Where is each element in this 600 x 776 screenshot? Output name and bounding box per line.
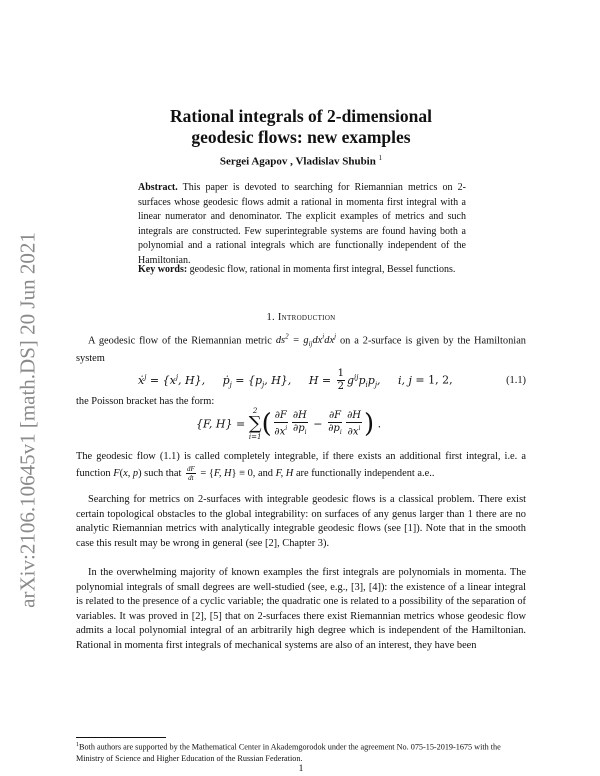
keywords-label: Key words: — [138, 264, 188, 275]
para3-text-d: are functionally independent a.e.. — [295, 467, 435, 479]
keywords — [138, 263, 466, 278]
author-list — [76, 154, 526, 168]
metric-formula: $ds^2 = g_{ij}dx^idx^j$ — [275, 333, 337, 349]
equation-number: (1.1) — [506, 375, 526, 386]
page-number: 1 — [298, 764, 304, 774]
authors-text: Sergei Agapov , Vladislav Shubin — [219, 155, 376, 168]
paragraph-5: In the overwhelming majority of known examples the first integrals are polynomials in momenta. The polynomial integrals of small degrees are well-studied (see, e.g., [3], [4]): the existence of a linear integral is related to the presence of a cyclic variable; the quadratic one is related to a possibility of the separation of variables. It was proved in [2], [5] that on 2-surfaces there exist Riemannian metrics whose geodesic flow admits a local polynomial integral of an arbitrarily high degree which is independent of the Hamiltonian. Rational in momenta first integrals of mechanical systems are also of an interest, they have been — [76, 567, 526, 651]
section-number: 1. — [266, 312, 275, 323]
abstract-text: This paper is devoted to searching for Riemannian metrics on 2-surfaces whose geodesic flows admit a rational in momenta first integral with a linear numerator and denominator. The explicit examples of metrics and such integrals are constructed. Few superintegrable systems are found having both a polynomial and a rational integrals which are functionally independent of the Hamiltonian. — [138, 182, 466, 266]
para1-text-b: on a 2-surface is given by the Hamiltonian system — [76, 335, 526, 365]
footnote-text: Both authors are supported by the Mathematical Center in Akademgorodok under the agreement No. 075-15-2019-1675 with the Ministry of Science and Higher Education of the Russian Federation. — [76, 742, 501, 764]
paragraph-3: The geodesic flow (1.1) is called completely integrable, if there exists an additional first integral, i.e. a function F(x, p) such that $\frac{dF}{dt}$ = {F, H} ≡ 0, and F, H are functionally independent a.e.. — [76, 451, 526, 482]
para3-text-c: and — [257, 467, 273, 479]
title-line-2: geodesic flows: new examples — [191, 127, 411, 147]
para1-text-a: A geodesic flow of the Riemannian metric — [88, 335, 272, 347]
paper-title — [76, 106, 526, 148]
footnote-rule — [76, 737, 166, 738]
section-title: Introduction — [277, 312, 336, 323]
footnote — [76, 740, 526, 765]
footnote-mark: 1 — [76, 742, 79, 748]
arxiv-stamp-text[interactable]: arXiv:2106.10645v1 [math.DS] 20 Jun 2021 — [15, 232, 40, 608]
equation-poisson-bracket: {F, H} = 2 ∑ i=1 ( $\frac{\partial F}{\partial x^i}$ $\frac{\partial H}{\partial p_i}$ − $\frac{\partial F}{\partial p_i}$ $\frac{\partial H}{\partial x^i}$ ) . — [196, 407, 382, 441]
title-line-1: Rational integrals of 2-dimensional — [169, 106, 433, 126]
para3-text-a: The geodesic flow (1.1) is called completely integrable, if there exists an additional first integral, i.e. a function — [76, 451, 526, 479]
abstract — [138, 181, 466, 269]
arxiv-stamp — [6, 170, 50, 670]
equation-hamiltonian-system: ẋ$^j$ = {$x^j$, H}, ṗ$_j$ = {$p_j$, H}, H = $\frac{1}{2}$ $g^{ij}p_ip_j$, i, j = 1, 2, — [138, 368, 453, 392]
paragraph-1 — [76, 330, 526, 367]
abstract-label: Abstract. — [138, 182, 178, 193]
paragraph-4: Searching for metrics on 2-surfaces with integrable geodesic flows is a classical problem. There exist certain topological obstacles to the global integrability: on surfaces of any genus larger than 1 there are no analytic Riemannian metrics with analytically integrable geodesic flows (see [1]). Note that in the smooth case this result may be wrong in general (see [2], Chapter 3). — [76, 494, 526, 549]
authors-footnote-mark[interactable]: 1 — [378, 154, 383, 162]
para3-text-b: such that — [144, 467, 182, 479]
keywords-text: geodesic flow, rational in momenta first integral, Bessel functions. — [189, 264, 456, 275]
paragraph-2: the Poisson bracket has the form: — [76, 396, 215, 407]
section-heading — [76, 312, 526, 323]
